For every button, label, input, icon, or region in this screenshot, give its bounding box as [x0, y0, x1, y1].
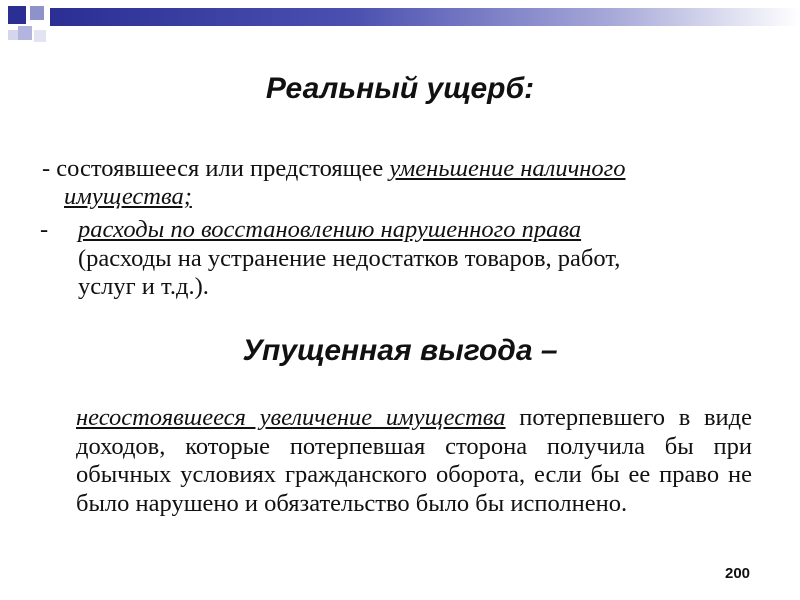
bullet-1-underlined-2: имущества;: [64, 183, 192, 210]
decor-square: [30, 6, 44, 20]
bullet-1-line-2: [64, 182, 192, 212]
decor-square: [8, 30, 18, 40]
decor-square: [34, 30, 46, 42]
bullet-1-lead: состоявшееся или предстоящее: [56, 155, 384, 182]
definition-underlined: несостоявшееся увеличение имущества: [76, 404, 506, 431]
decor-square: [8, 6, 26, 24]
page-number: 200: [725, 565, 751, 582]
bullet-2-line-2: (расходы на устранение недостатков товаров, работ,: [78, 245, 621, 272]
slide-title-lost-profit-text: Упущенная выгода –: [242, 334, 558, 367]
bullet-2-line-3: услуг и т.д.).: [78, 273, 209, 300]
bullet-1-line-1: [42, 154, 626, 184]
bullet-1-underlined-1: уменьшение наличного: [389, 155, 626, 182]
bullet-2-dash: -: [40, 216, 49, 243]
slide-title-lost-profit: [0, 334, 800, 368]
lost-profit-definition: [76, 404, 752, 518]
bullet-dash: -: [42, 155, 51, 182]
bullet-2-line-1: [78, 215, 581, 245]
decor-square: [18, 26, 32, 40]
slide-title-actual-damage: Реальный ущерб:: [265, 72, 535, 105]
bullet-2-underlined: расходы по восстановлению нарушенного права: [78, 216, 582, 243]
definition-text: потерпевшего в виде доходов, которые потерпевшая сторона получила бы при обычных условиях гражданского оборота, если бы ее право не было нарушено и обязательство было бы исполнено.: [76, 404, 752, 517]
header-gradient-bar: [50, 8, 800, 26]
